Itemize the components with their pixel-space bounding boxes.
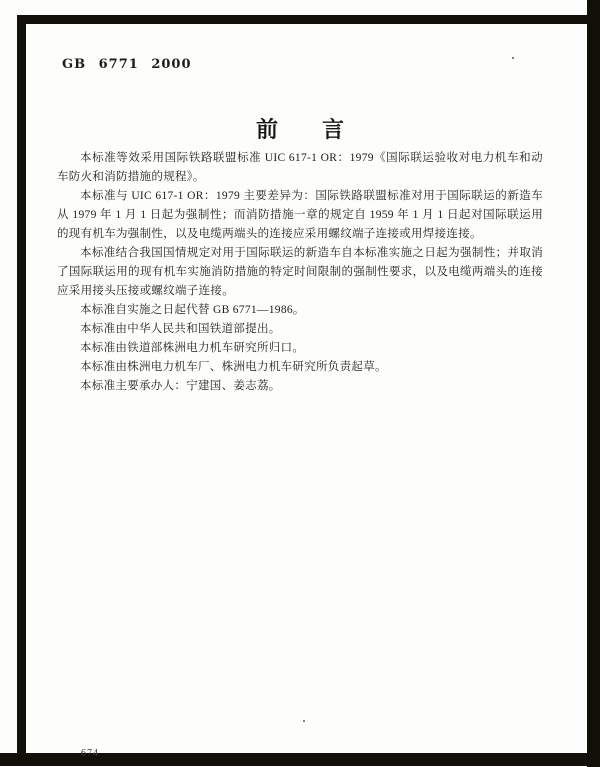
scan-speckle xyxy=(512,57,514,59)
scan-speckle xyxy=(303,720,305,722)
paragraph: 本标准主要承办人：宁建国、姜志荔。 xyxy=(80,380,281,392)
paragraph: 本标准由铁道部株洲电力机车研究所归口。 xyxy=(80,342,305,354)
foreword-body xyxy=(57,149,543,396)
page-number: 674 xyxy=(81,748,99,759)
standard-number: GB 6771 2000 xyxy=(62,57,192,72)
page-title-char-2: 言 xyxy=(322,117,345,142)
paragraph: 本标准自实施之日起代替 GB 6771—1986。 xyxy=(80,304,305,316)
paragraph: 本标准由株洲电力机车厂、株洲电力机车研究所负责起草。 xyxy=(80,361,387,373)
page-title-char-1: 前 xyxy=(255,117,278,142)
paragraph: 本标准与 UIC 617-1 OR：1979 主要差异为：国际铁路联盟标准对用于国际联运的新造车从 1979 年 1 月 1 日起为强制性；而消防措施一章的规定自 1959 年 1 月 1 日起对国际联运用的现有机车为强制性，以及电缆两端头的连接应采用螺纹端子连接或用焊接连接。 xyxy=(57,190,543,240)
scan-border-top xyxy=(17,15,600,24)
paragraph: 本标准结合我国国情规定对用于国际联运的新造车自本标准实施之日起为强制性；并取消了国际联运用的现有机车实施消防措施的特定时间限制的强制性要求，以及电缆两端头的连接应采用接头压接或螺纹端子连接。 xyxy=(57,247,543,297)
paragraph: 本标准由中华人民共和国铁道部提出。 xyxy=(80,323,281,335)
paragraph: 本标准等效采用国际铁路联盟标准 UIC 617-1 OR：1979《国际联运验收对电力机车和动车防火和消防措施的规程》。 xyxy=(57,152,543,183)
page-title xyxy=(0,113,600,144)
